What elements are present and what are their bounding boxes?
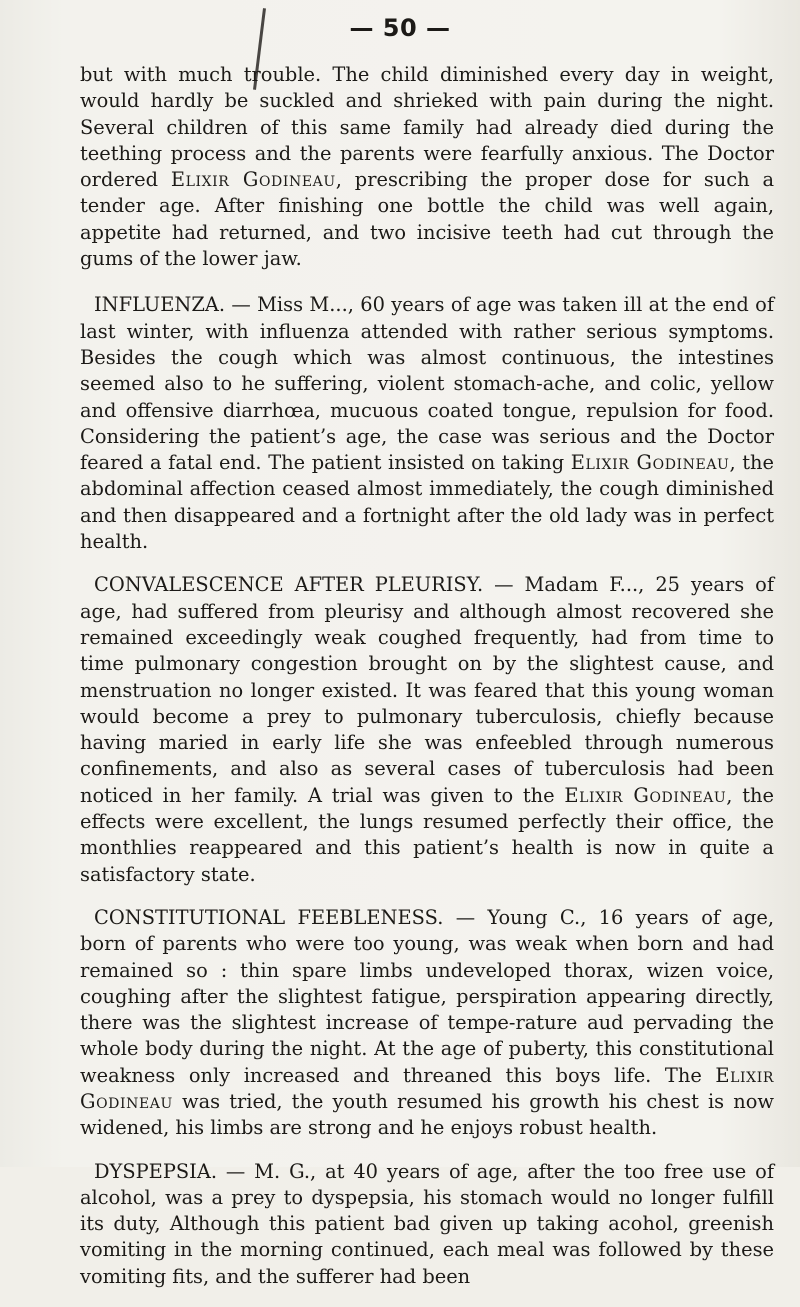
paragraph-teething-case: but with much trouble. The child diminished every day in weight, would hardly be suckled and shrieked with pain during the night. Several children of this same family had already died during the teething process and the parents were fearfully anxious. The Doctor ordered Elixir Godineau, prescribing the proper dose for such a tender age. After finishing one bottle the child was well again, appetite had returned, and two incisive teeth had cut through the gums of the lower jaw. (80, 63, 775, 271)
page-number: — 50 — (349, 14, 451, 42)
product-name: Elixir Godineau (170, 168, 336, 192)
paragraph-convalescence-after-pleurisy: CONVALESCENCE AFTER PLEURISY. — Madam F..., 25 years of age, had suffered from pleurisy and although almost recovered she remained exceedingly weak coughed frequently, had from time to time pulmonary congestion brought on by the slightest cause, and menstruation no longer existed. It was feared that this young woman would become a prey to pulmonary tuberculosis, chiefly because having maried in early life she was enfeebled through numerous confinements, and also as several cases of tuberculosis had been noticed in her family. A trial was given to the Elixir Godineau, the effects were excellent, the lungs resumed perfectly their office, the monthlies reappeared and this patient’s health is now in quite a satisfactory state. (80, 573, 774, 886)
product-name: Elixir Godineau (564, 783, 727, 807)
product-name: Elixir Godineau (80, 1063, 774, 1113)
paragraph-constitutional-feebleness: CONSTITUTIONAL FEEBLENESS. — Young C., 16 years of age, born of parents who were too young, was weak when born and had remained so : thin spare limbs undeveloped thorax, wizen voice, coughing after the slightest fatigue, perspiration appearing directly, there was the slightest increase of tempe-rature aud pervading the whole body during the night. At the age of puberty, this constitutional weakness only increased and threaned this boys life. The Elixir Godineau was tried, the youth resumed his growth his chest is now widened, his limbs are strong and he enjoys robust health. (80, 905, 774, 1140)
body-text (80, 62, 774, 1307)
paragraph-influenza: INFLUENZA. — Miss M..., 60 years of age was taken ill at the end of last winter, with influenza attended with rather serious symptoms. Besides the cough which was almost continuous, the intestines seemed also to he suffering, violent stomach-ache, and colic, yellow and offensive diarrhœa, mucuous coated tongue, repulsion for food. Considering the patient’s age, the case was serious and the Doctor feared a fatal end. The patient insisted on taking Elixir Godineau, the abdominal affection ceased almost immediately, the cough diminished and then disappeared and a fortnight after the old lady was in perfect health. (80, 293, 774, 554)
product-name: Elixir Godineau (570, 451, 730, 475)
paragraph-dyspepsia: DYSPEPSIA. — M. G., at 40 years of age, after the too free use of alcohol, was a prey to dyspepsia, his stomach would no longer fulfill its duty, Although this patient bad given up taking acohol, greenish vomiting in the morning continued, each meal was followed by these vomiting fits, and the sufferer had been (80, 1159, 774, 1288)
